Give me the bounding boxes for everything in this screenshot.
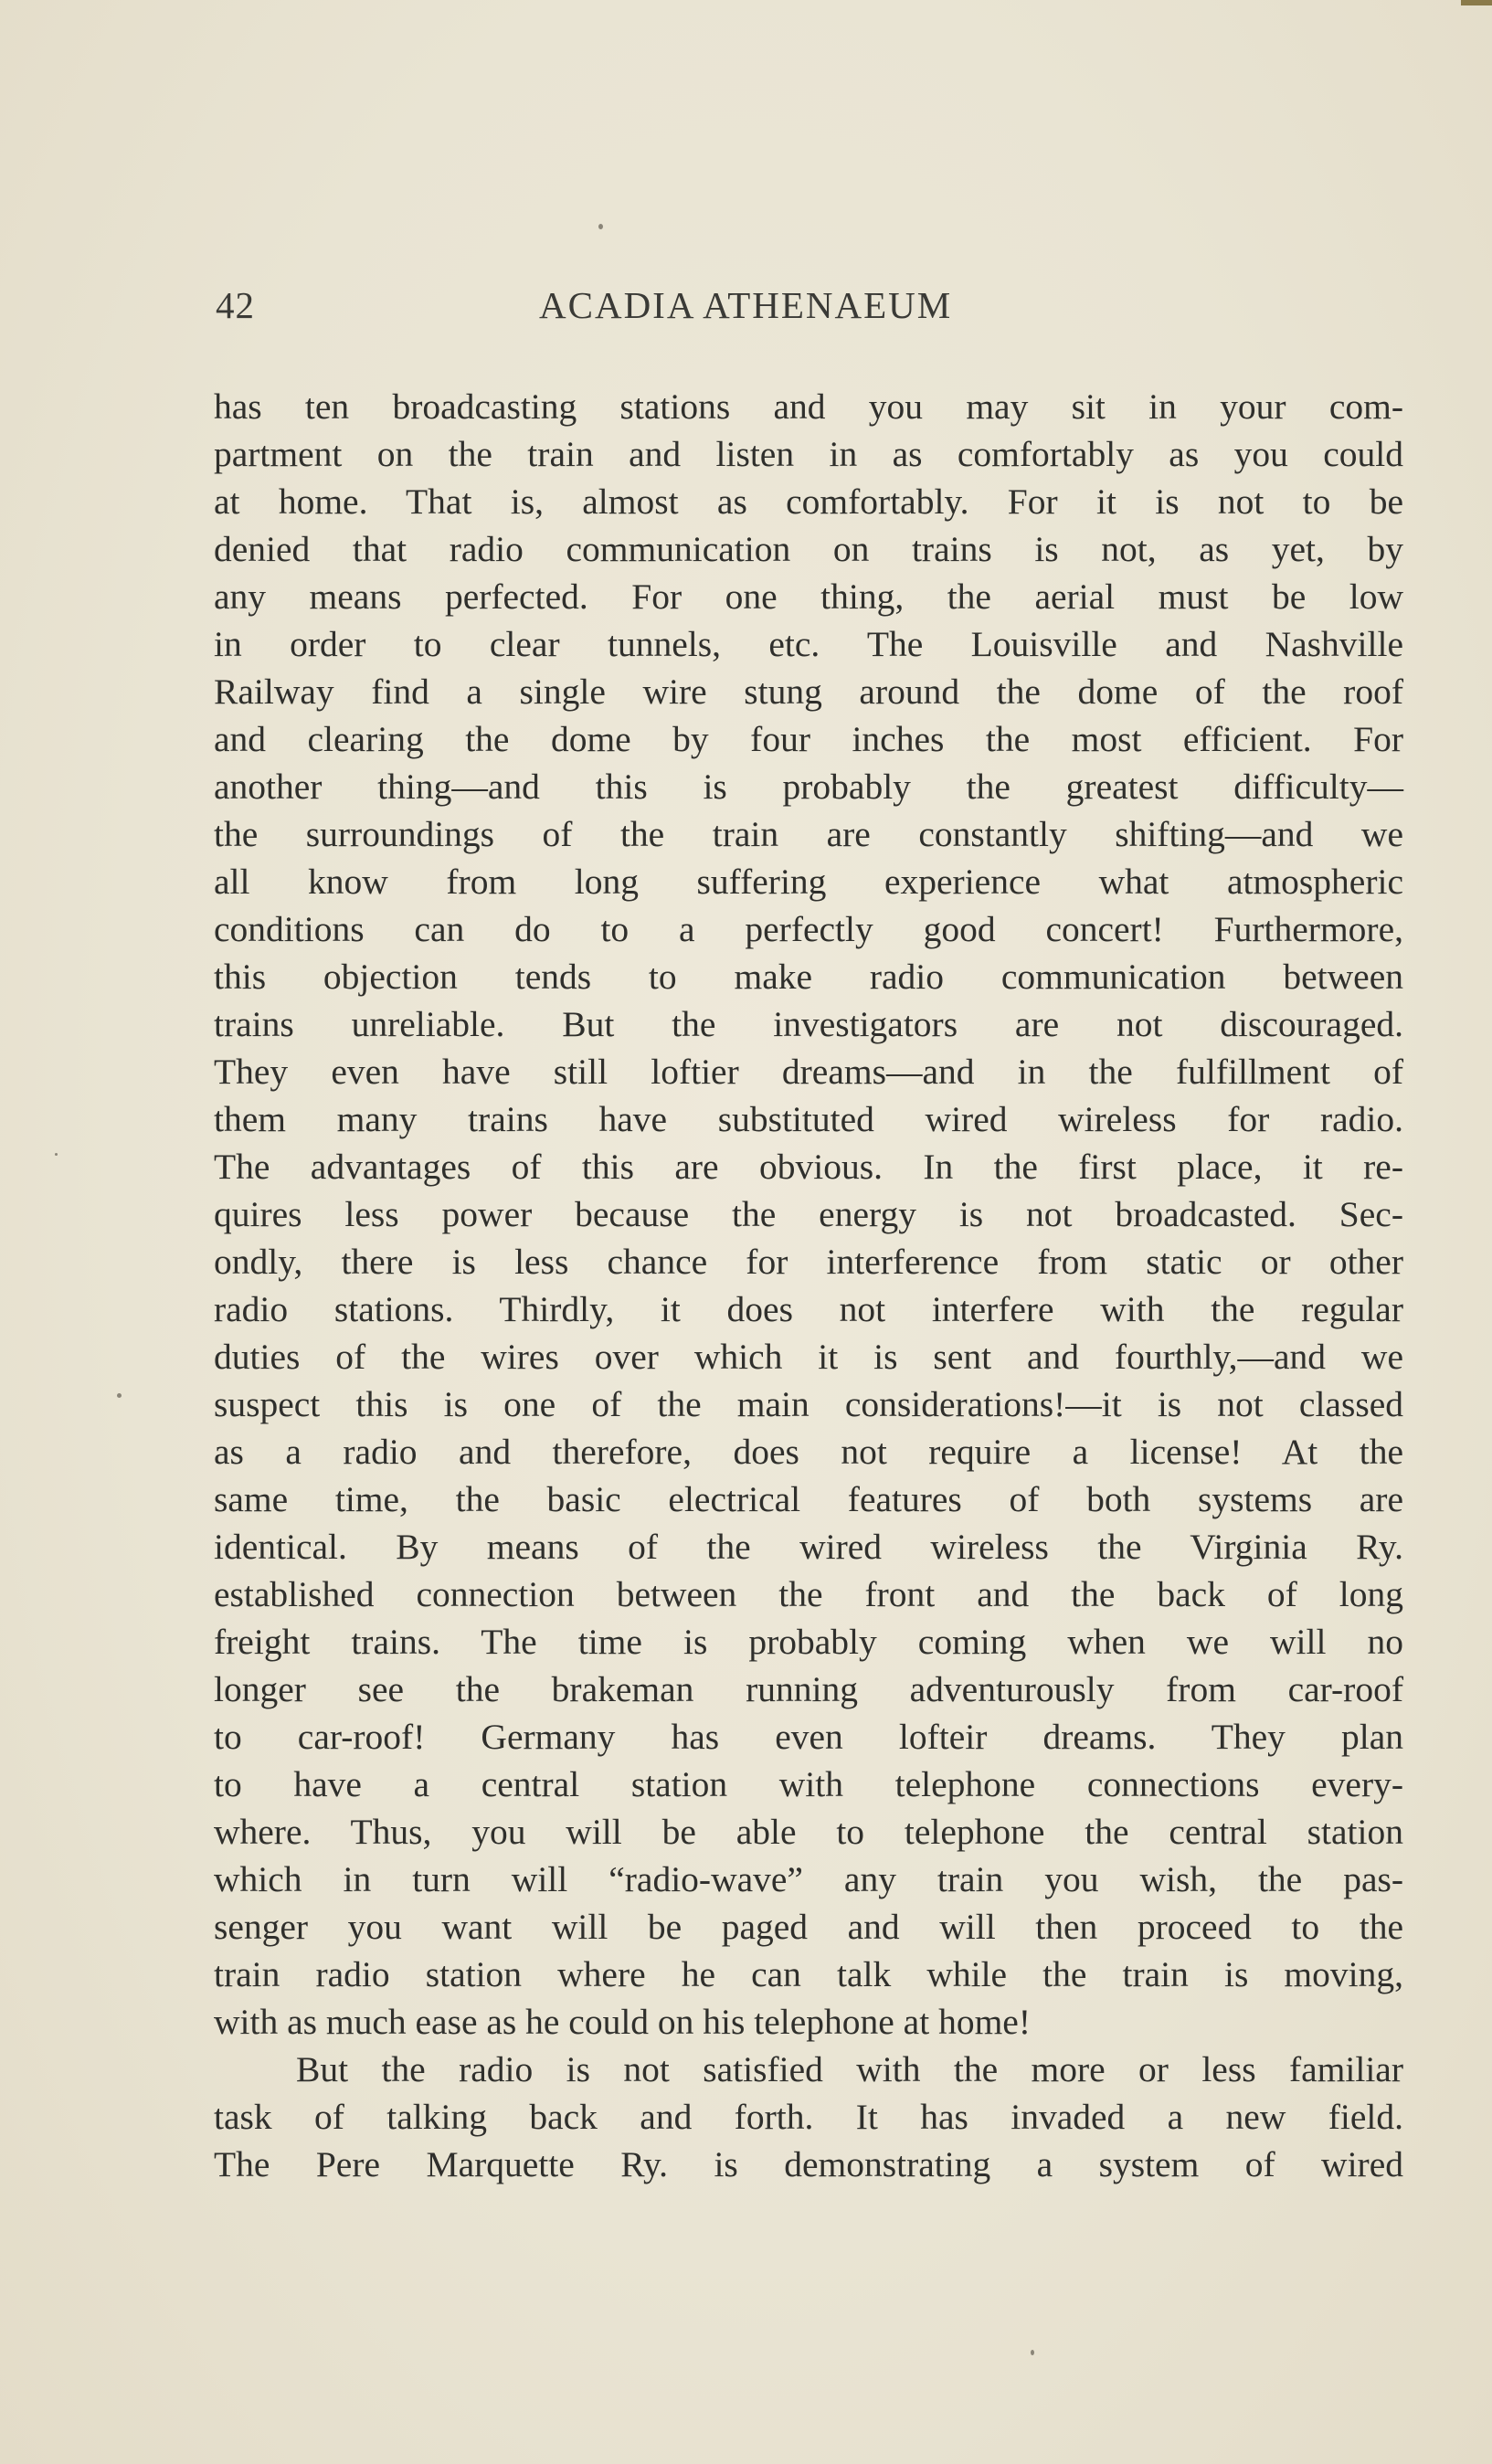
text-line: trains unreliable. But the investigators are not discouraged. [214, 1004, 1403, 1044]
paragraph [214, 2046, 1403, 2188]
text-line: conditions can do to a perfectly good concert! Furthermore, [214, 909, 1403, 949]
text-line: any means perfected. For one thing, the aerial must be low [214, 576, 1403, 617]
text-line: has ten broadcasting stations and you may sit in your com- [214, 386, 1403, 427]
page-header [216, 283, 1403, 338]
page-number: 42 [216, 284, 255, 326]
paper-speck [55, 1153, 58, 1156]
text-line: senger you want will be paged and will then proceed to the [214, 1907, 1403, 1947]
text-line: at home. That is, almost as comfortably. For it is not to be [214, 481, 1403, 522]
body-text [214, 383, 1403, 2188]
paper-speck [598, 224, 603, 229]
text-line: same time, the basic electrical features of both systems are [214, 1479, 1403, 1519]
paper-speck [1031, 2350, 1034, 2355]
paper-speck [117, 1393, 122, 1398]
text-line: train radio station where he can talk while the train is moving, [214, 1954, 1403, 1994]
text-line: in order to clear tunnels, etc. The Louisville and Nashville [214, 624, 1403, 664]
text-line: to have a central station with telephone connections every- [214, 1764, 1403, 1804]
text-line: ondly, there is less chance for interference from static or other [214, 1242, 1403, 1282]
text-line: and clearing the dome by four inches the most efficient. For [214, 719, 1403, 759]
text-line: with as much ease as he could on his telephone at home! [214, 2002, 1031, 2042]
text-line: freight trains. The time is probably coming when we will no [214, 1622, 1403, 1662]
text-line: another thing—and this is probably the greatest difficulty— [214, 767, 1403, 807]
text-line: longer see the brakeman running adventurously from car-roof [214, 1669, 1403, 1709]
text-line: the surroundings of the train are constantly shifting—and we [214, 814, 1403, 854]
text-line: established connection between the front and the back of long [214, 1574, 1403, 1614]
text-line: The Pere Marquette Ry. is demonstrating a system of wired [214, 2144, 1403, 2184]
text-line: They even have still loftier dreams—and in the fulfillment of [214, 1052, 1403, 1092]
text-line: to car-roof! Germany has even lofteir dreams. They plan [214, 1717, 1403, 1757]
text-line: But the radio is not satisfied with the more or less familiar [296, 2049, 1403, 2089]
text-line: partment on the train and listen in as comfortably as you could [214, 434, 1403, 474]
text-line: radio stations. Thirdly, it does not interfere with the regular [214, 1289, 1403, 1329]
text-line: duties of the wires over which it is sent and fourthly,—and we [214, 1337, 1403, 1377]
text-line: all know from long suffering experience what atmospheric [214, 862, 1403, 902]
text-line: them many trains have substituted wired wireless for radio. [214, 1099, 1403, 1139]
text-line: identical. By means of the wired wireless the Virginia Ry. [214, 1527, 1403, 1567]
text-line: suspect this is one of the main considerations!—it is not classed [214, 1384, 1403, 1424]
page-edge-mark [1461, 0, 1492, 5]
text-line: which in turn will “radio-wave” any train you wish, the pas- [214, 1859, 1403, 1899]
text-line: denied that radio communication on trains is not, as yet, by [214, 529, 1403, 569]
text-line: this objection tends to make radio communication between [214, 957, 1403, 997]
text-line: as a radio and therefore, does not require a license! At the [214, 1432, 1403, 1472]
text-line: quires less power because the energy is not broadcasted. Sec- [214, 1194, 1403, 1234]
running-title: ACADIA ATHENAEUM [539, 284, 953, 326]
text-line: Railway find a single wire stung around the dome of the roof [214, 672, 1403, 712]
text-line: task of talking back and forth. It has invaded a new field. [214, 2097, 1403, 2137]
text-line: where. Thus, you will be able to telephone the central station [214, 1812, 1403, 1852]
text-line: The advantages of this are obvious. In the first place, it re- [214, 1147, 1403, 1187]
paragraph [214, 383, 1403, 2046]
